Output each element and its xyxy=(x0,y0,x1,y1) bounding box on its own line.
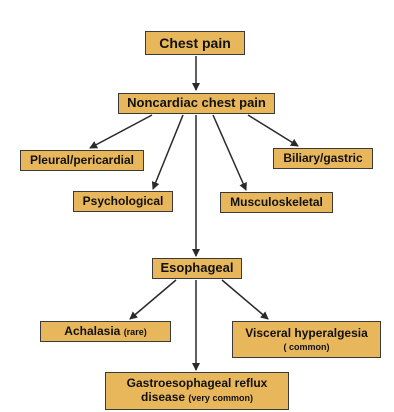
esophageal-node xyxy=(152,258,242,279)
arrow-noncardiac-to-musculoskeletal xyxy=(213,115,246,190)
achalasia-note: (rare) xyxy=(123,326,147,337)
chest-pain-label: Chest pain xyxy=(159,34,231,51)
gerd-node xyxy=(105,372,289,410)
psychological-node xyxy=(73,191,173,212)
noncardiac-chest-pain-label: Noncardiac chest pain xyxy=(127,95,266,111)
pleural-pericardial-node xyxy=(20,150,144,171)
arrow-esophageal-to-visceral xyxy=(222,280,268,319)
chest-pain-node xyxy=(145,31,245,55)
visceral-hyperalgesia-note: ( common) xyxy=(283,341,330,352)
biliary-gastric-node xyxy=(273,148,373,169)
arrow-noncardiac-to-pleural xyxy=(90,115,152,148)
gerd-label-line2-wrap xyxy=(141,391,253,405)
esophageal-label: Esophageal xyxy=(160,260,234,276)
musculoskeletal-node xyxy=(220,192,333,213)
arrow-esophageal-to-achalasia xyxy=(130,280,176,319)
arrow-noncardiac-to-psychological xyxy=(153,115,183,189)
biliary-gastric-label: Biliary/gastric xyxy=(283,150,363,165)
arrow-noncardiac-to-biliary xyxy=(248,115,298,146)
psychological-label: Psychological xyxy=(82,193,164,208)
achalasia-text xyxy=(64,325,146,339)
visceral-hyperalgesia-node xyxy=(232,321,381,358)
noncardiac-chest-pain-node xyxy=(118,93,275,114)
gerd-label-line2: disease xyxy=(141,390,186,404)
pleural-pericardial-label: Pleural/pericardial xyxy=(29,152,135,167)
visceral-hyperalgesia-label: Visceral hyperalgesia xyxy=(245,325,368,340)
gerd-note: (very common) xyxy=(188,393,253,403)
gerd-label-line1: Gastroesophageal reflux xyxy=(126,376,268,391)
musculoskeletal-label: Musculoskeletal xyxy=(230,194,323,209)
achalasia-label: Achalasia xyxy=(64,323,121,338)
achalasia-node xyxy=(40,321,171,342)
